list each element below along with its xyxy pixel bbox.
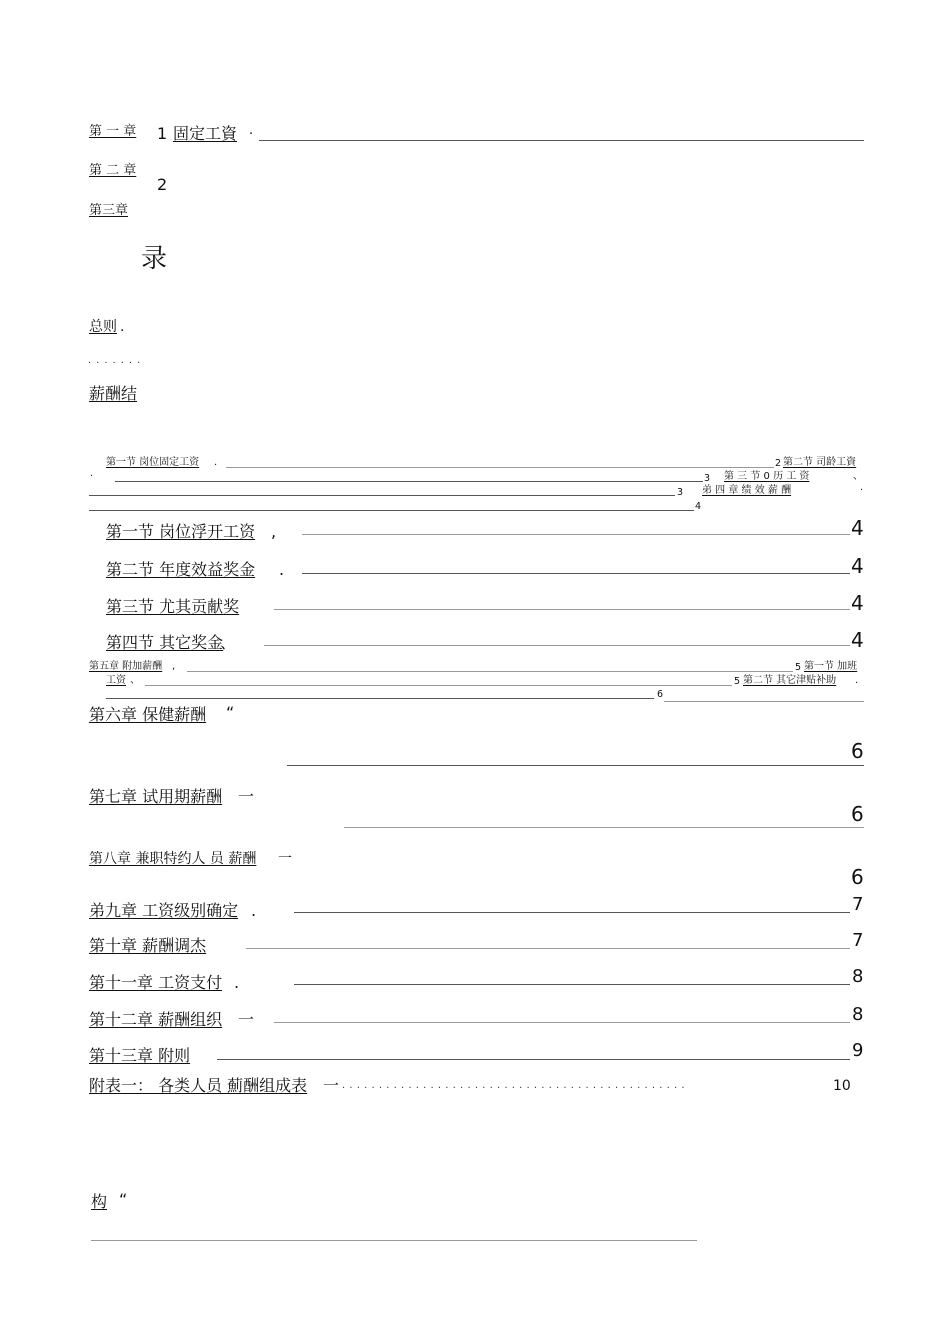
toc-small-page: 5 bbox=[734, 676, 741, 687]
toc-chapter-tail: 一 bbox=[278, 851, 292, 867]
page-title: 录 bbox=[141, 244, 168, 274]
toc-small-item[interactable]: 第 三 节 0 历 工 资 bbox=[724, 471, 810, 482]
toc-chapter-page: 7 bbox=[852, 894, 864, 915]
toc-chapter-9[interactable]: 弟九章 工资级别确定 bbox=[89, 901, 239, 920]
toc-small-tail: , bbox=[172, 661, 176, 672]
leader-line bbox=[302, 573, 850, 574]
toc-entry-page: 4 bbox=[851, 516, 864, 540]
salary-structure-link[interactable]: 薪酬结 bbox=[89, 384, 138, 403]
leader-line bbox=[294, 912, 850, 913]
leader-line bbox=[264, 645, 850, 646]
toc-entry-tail: 、 bbox=[220, 633, 237, 652]
general-link[interactable]: 总则 bbox=[89, 319, 117, 335]
toc-small-tail: . bbox=[855, 675, 859, 686]
toc-chapter-tail: . bbox=[234, 973, 240, 992]
toc-small-tail: 、 bbox=[853, 471, 863, 482]
toc-small-page: 3 bbox=[677, 487, 684, 498]
toc-chapter-12[interactable]: 第十二章 薪酬组织 bbox=[89, 1010, 223, 1029]
toc-small-tail: · bbox=[90, 471, 94, 482]
leader-line bbox=[274, 609, 850, 610]
leader-line bbox=[246, 948, 850, 949]
leader-line bbox=[344, 827, 864, 828]
toc-chapter-tail: 一 bbox=[238, 1010, 255, 1029]
toc-chapter-8[interactable]: 第八章 兼职特约人 员 薪酬 bbox=[89, 851, 257, 867]
toc-chapter-page: 6 bbox=[851, 739, 864, 763]
leader-line bbox=[89, 495, 675, 496]
toc-small-item[interactable]: 第五章 附加薪酬 bbox=[89, 661, 163, 672]
toc-small-item[interactable]: 第一节 加班 bbox=[804, 661, 858, 672]
toc-entry-label[interactable]: 第一节 岗位浮开工资 bbox=[106, 522, 256, 541]
toc-entry-label[interactable]: 第二节 年度效益奖金 bbox=[106, 560, 256, 579]
leader-line bbox=[259, 140, 864, 141]
toc-appendix-tail: 一 bbox=[323, 1076, 340, 1095]
toc-entry-tail: . bbox=[279, 560, 285, 579]
toc-entry-label[interactable]: 第三节 尤其贡献奖 bbox=[106, 597, 240, 616]
page-num-2: 2 bbox=[157, 175, 168, 194]
chapter1-label: 第 一 章 bbox=[89, 124, 137, 139]
chapter2-label: 第 二 章 bbox=[89, 163, 137, 178]
structure-tail: “ bbox=[119, 1190, 128, 1209]
toc-small-page: 6 bbox=[657, 689, 664, 700]
toc-chapter-6[interactable]: 第六章 保健薪酬 bbox=[89, 705, 207, 724]
toc-chapter-page: 8 bbox=[852, 966, 864, 987]
dot-leader: ............................................... bbox=[342, 1080, 689, 1091]
leader-line bbox=[106, 698, 654, 699]
dot-leader: ....... bbox=[88, 355, 146, 366]
toc-small-tail: · bbox=[860, 485, 864, 496]
toc-small-item[interactable]: 第二节 其它津贴补助 bbox=[743, 675, 837, 686]
leader-line bbox=[217, 1059, 850, 1060]
leader-line bbox=[226, 467, 774, 468]
leader-line bbox=[115, 481, 703, 482]
leader-line bbox=[187, 671, 793, 672]
toc-chapter-page: 7 bbox=[852, 930, 864, 951]
toc-chapter-page: 9 bbox=[852, 1040, 864, 1061]
toc-small-page: 5 bbox=[795, 662, 802, 673]
toc-chapter-13[interactable]: 第十三章 附则 bbox=[89, 1046, 191, 1065]
leader-line bbox=[664, 701, 864, 702]
toc-chapter-page: 6 bbox=[851, 865, 864, 889]
toc-small-page: 4 bbox=[695, 501, 702, 512]
fixed-wage-link[interactable]: 固定工資 bbox=[173, 124, 238, 143]
toc-chapter-page: 8 bbox=[852, 1004, 864, 1025]
toc-chapter-tail: “ bbox=[226, 703, 235, 722]
toc-chapter-tail: 一 bbox=[238, 787, 255, 806]
leader-line bbox=[294, 984, 850, 985]
toc-small-item[interactable]: 弟 四 章 绩 效 薪 酬 bbox=[702, 485, 792, 496]
toc-chapter-10[interactable]: 第十章 薪酬调杰 bbox=[89, 936, 207, 955]
toc-small-item[interactable]: 第二节 司龄工資 bbox=[783, 457, 857, 468]
toc-small-tail: 、 bbox=[130, 675, 140, 686]
toc-small-page: 2 bbox=[775, 458, 782, 469]
toc-entry-page: 4 bbox=[851, 628, 864, 652]
toc-appendix-page: 10 bbox=[833, 1078, 851, 1094]
leader-line bbox=[89, 510, 694, 511]
leader-line bbox=[274, 1022, 850, 1023]
chapter3-label: 第三章 bbox=[89, 203, 129, 218]
toc-chapter-7[interactable]: 第七章 试用期薪酬 bbox=[89, 787, 223, 806]
leader-line bbox=[287, 765, 864, 766]
leader-line bbox=[302, 534, 850, 535]
toc-appendix[interactable]: 附表一： 各类人员 薊酬组成表 bbox=[89, 1076, 308, 1095]
toc-chapter-page: 6 bbox=[851, 802, 864, 826]
toc-entry-page: 4 bbox=[851, 554, 864, 578]
leader-line bbox=[145, 685, 732, 686]
toc-chapter-11[interactable]: 第十一章 工资支付 bbox=[89, 973, 223, 992]
toc-entry-label[interactable]: 第四节 其它奖金 bbox=[106, 633, 224, 652]
general-tail: . bbox=[120, 319, 125, 335]
toc-entry-page: 4 bbox=[851, 591, 864, 615]
fixed-wage-tail: · bbox=[249, 127, 254, 142]
toc-small-item[interactable]: 第一节 岗位固定工资 bbox=[106, 457, 200, 468]
toc-small-tail: . bbox=[214, 457, 218, 468]
leader-line bbox=[91, 1240, 697, 1241]
page-num-1: 1 bbox=[157, 124, 168, 143]
toc-small-item[interactable]: 工资 bbox=[106, 675, 126, 686]
toc-small-page: 3 bbox=[704, 473, 711, 484]
toc-chapter-tail: . bbox=[251, 901, 257, 920]
toc-entry-tail: , bbox=[271, 522, 277, 541]
structure-link[interactable]: 构 bbox=[91, 1192, 108, 1211]
